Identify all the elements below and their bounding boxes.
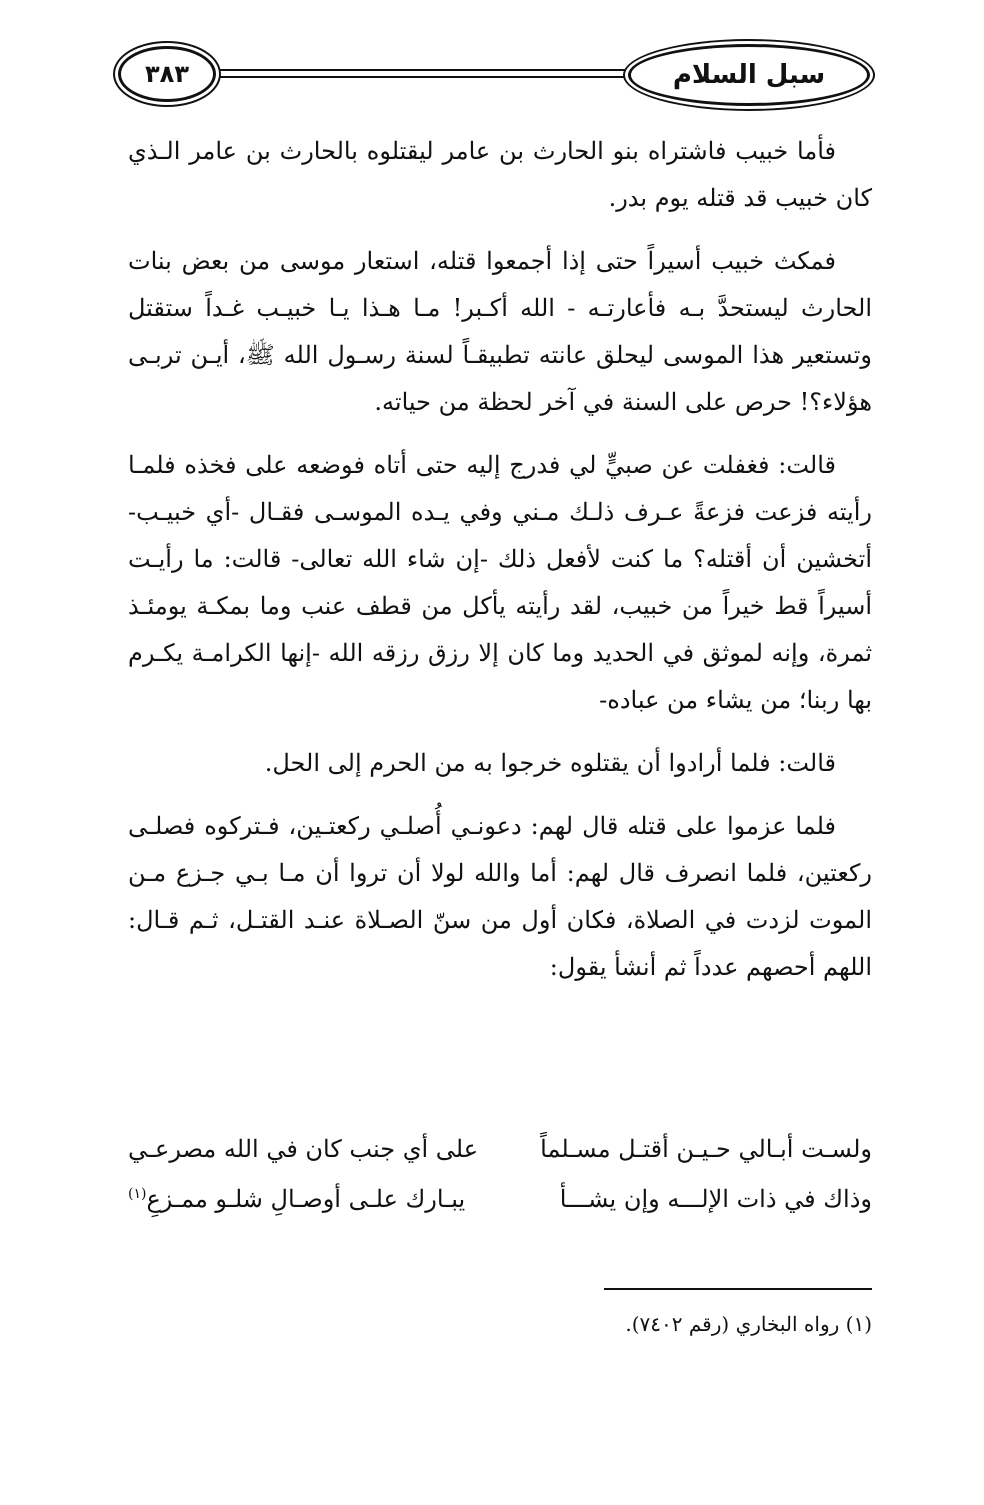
poem-verse-2 <box>128 1174 872 1224</box>
footnote-reference[interactable]: (١) <box>128 1186 147 1202</box>
book-title: سبل السلام <box>672 60 826 90</box>
page-number: ٣٨٣ <box>145 60 189 88</box>
main-text <box>128 128 872 1007</box>
verse-1-second-hemistich: على أي جنب كان في الله مصرعـي <box>128 1135 479 1163</box>
header-double-rule <box>203 69 633 78</box>
paragraph-2: فمكث خبيب أسيراً حتى إذا أجمعوا قتله، استعار موسى من بعض بنات الحارث ليستحدَّ بـه فأعارتـه - الله أكـبر! مـا هـذا يـا خبيـب غـداً ستقتل وتستعير هذا الموسى ليحلق عانته تطبيقـاً لسنة رسـول الله ﷺ، أيـن تربـى هؤلاء؟! حرص على السنة في آخر لحظة من حياته. <box>128 247 872 416</box>
paragraph-5: فلما عزموا على قتله قال لهم: دعونـي أُصلـي ركعتـين، فـتركوه فصلـى ركعتين، فلما انصرف قال لهم: أما والله لولا أن تروا أن مـا بـي جـزع مـن الموت لزدت في الصلاة، فكان أول من سنّ الصـلاة عنـد القتـل، ثـم قـال: اللهم أحصهم عدداً ثم أنشأ يقول: <box>128 812 872 981</box>
page-number-frame <box>118 46 216 102</box>
verse-2-second-hemistich: يبـارك علـى أوصـالِ شلـو ممـزعِ <box>146 1185 466 1213</box>
page-header <box>108 38 878 114</box>
poem-verse-1 <box>128 1124 872 1174</box>
book-title-frame <box>628 44 870 106</box>
verse-2-first-hemistich: وذاك في ذات الإلـــه وإن يشـــأ <box>559 1185 872 1213</box>
footnote-1: (١) رواه البخاري (رقم ٧٤٠٢). <box>625 1312 872 1336</box>
paragraph-1: فأما خبيب فاشتراه بنو الحارث بن عامر ليقتلوه بالحارث بن عامر الـذي كان خبيب قد قتله يوم بدر. <box>128 137 872 212</box>
verse-2-second-hemistich-wrap <box>128 1174 465 1224</box>
footnote-separator <box>604 1288 872 1290</box>
poem <box>128 1124 872 1224</box>
paragraph-4: قالت: فلما أرادوا أن يقتلوه خرجوا به من الحرم إلى الحل. <box>264 749 836 777</box>
verse-1-first-hemistich: ولسـت أبـالي حـيـن أقتـل مسـلماً <box>540 1135 872 1163</box>
paragraph-3: قالت: فغفلت عن صبيٍّ لي فدرج إليه حتى أتاه فوضعه على فخذه فلمـا رأيته فزعت فزعةً عـرف ذلـك مـني وفي يـده الموسـى فقـال -أي خبيـب- أتخشين أن أقتله؟ ما كنت لأفعل ذلك -إن شاء الله تعالى- قالت: ما رأيـت أسيراً قط خيراً من خبيب، لقد رأيته يأكل من قطف عنب وما بمكـة يومئـذ ثمرة، وإنه لموثق في الحديد وما كان إلا رزق رزقه الله -إنها الكرامـة يكـرم بها ربنا؛ من يشاء من عباده- <box>128 451 872 714</box>
